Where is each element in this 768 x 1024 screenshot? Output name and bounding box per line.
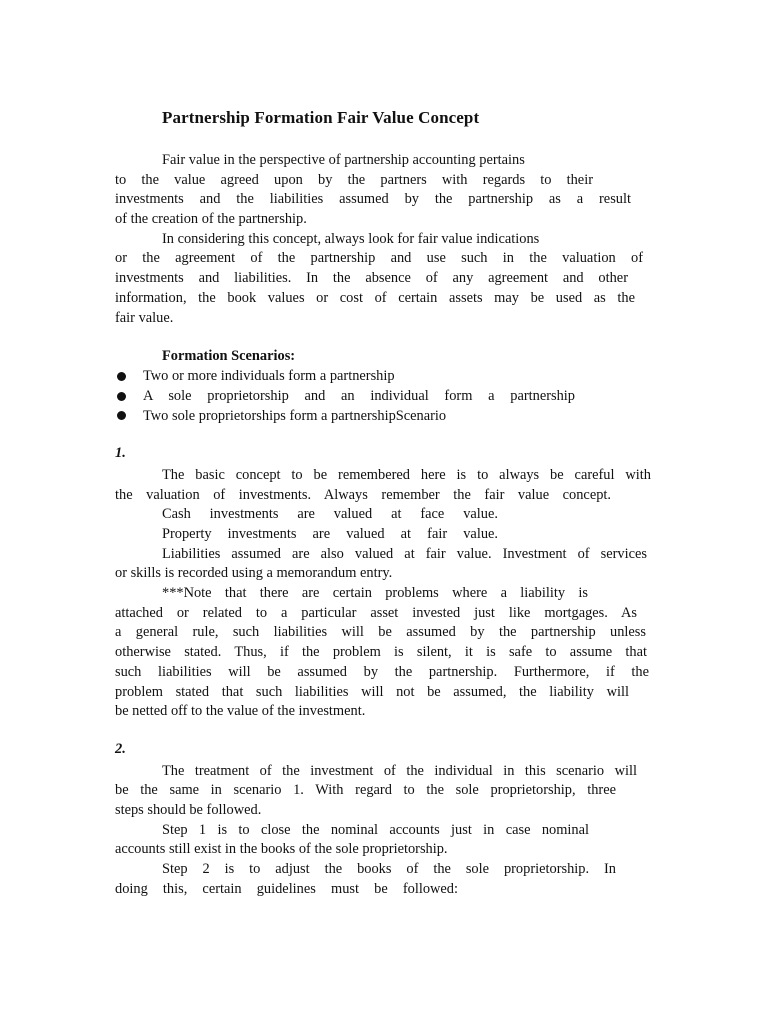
list-item: Two or more individuals form a partnership <box>143 368 395 384</box>
paragraph-line: such liabilities will be assumed by the partnership. Furthermore, if the <box>115 664 649 680</box>
paragraph-line: Step 1 is to close the nominal accounts just in case nominal <box>162 822 589 838</box>
paragraph-line: doing this, certain guidelines must be followed: <box>115 881 458 897</box>
paragraph-line: or skills is recorded using a memorandum entry. <box>115 565 393 581</box>
paragraph-line: of the creation of the partnership. <box>115 211 307 227</box>
paragraph-line: investments and the liabilities assumed by the partnership as a result <box>115 191 631 207</box>
paragraph-line: Fair value in the perspective of partnership accounting pertains <box>162 152 525 168</box>
paragraph-line: The basic concept to be remembered here is to always be careful with <box>162 467 651 483</box>
paragraph-line: accounts still exist in the books of the sole proprietorship. <box>115 841 448 857</box>
section-number: 1. <box>115 445 126 461</box>
paragraph-line: Cash investments are valued at face value. <box>162 506 498 522</box>
bullet-icon <box>117 392 126 401</box>
paragraph-line: steps should be followed. <box>115 802 262 818</box>
paragraph-line: to the value agreed upon by the partners with regards to their <box>115 172 593 188</box>
paragraph-line: the valuation of investments. Always remember the fair value concept. <box>115 487 611 503</box>
section-number: 2. <box>115 741 126 757</box>
list-item: A sole proprietorship and an individual form a partnership <box>143 388 575 404</box>
list-item: Two sole proprietorships form a partnershipScenario <box>143 408 447 424</box>
paragraph-line: be netted off to the value of the investment. <box>115 703 366 719</box>
paragraph-line: be the same in scenario 1. With regard to the sole proprietorship, three <box>115 782 616 798</box>
document-title: Partnership Formation Fair Value Concept <box>162 108 480 127</box>
paragraph-line: or the agreement of the partnership and use such in the valuation of <box>115 250 643 266</box>
paragraph-line: Property investments are valued at fair value. <box>162 526 498 542</box>
paragraph-line: Liabilities assumed are also valued at fair value. Investment of services <box>162 546 647 562</box>
paragraph-line: fair value. <box>115 310 174 326</box>
section-heading: Formation Scenarios: <box>162 348 296 364</box>
paragraph-line: ***Note that there are certain problems where a liability is <box>162 585 588 601</box>
bullet-icon <box>117 372 126 381</box>
paragraph-line: otherwise stated. Thus, if the problem is silent, it is safe to assume that <box>115 644 647 660</box>
paragraph-line: In considering this concept, always look for fair value indications <box>162 231 540 247</box>
paragraph-line: Step 2 is to adjust the books of the sole proprietorship. In <box>162 861 616 877</box>
paragraph-line: information, the book values or cost of certain assets may be used as the <box>115 290 635 306</box>
paragraph-line: attached or related to a particular asset invested just like mortgages. As <box>115 605 637 621</box>
bullet-icon <box>117 411 126 420</box>
paragraph-line: The treatment of the investment of the individual in this scenario will <box>162 763 637 779</box>
paragraph-line: a general rule, such liabilities will be assumed by the partnership unless <box>115 624 646 640</box>
paragraph-line: investments and liabilities. In the absence of any agreement and other <box>115 270 628 286</box>
paragraph-line: problem stated that such liabilities will not be assumed, the liability will <box>115 684 629 700</box>
